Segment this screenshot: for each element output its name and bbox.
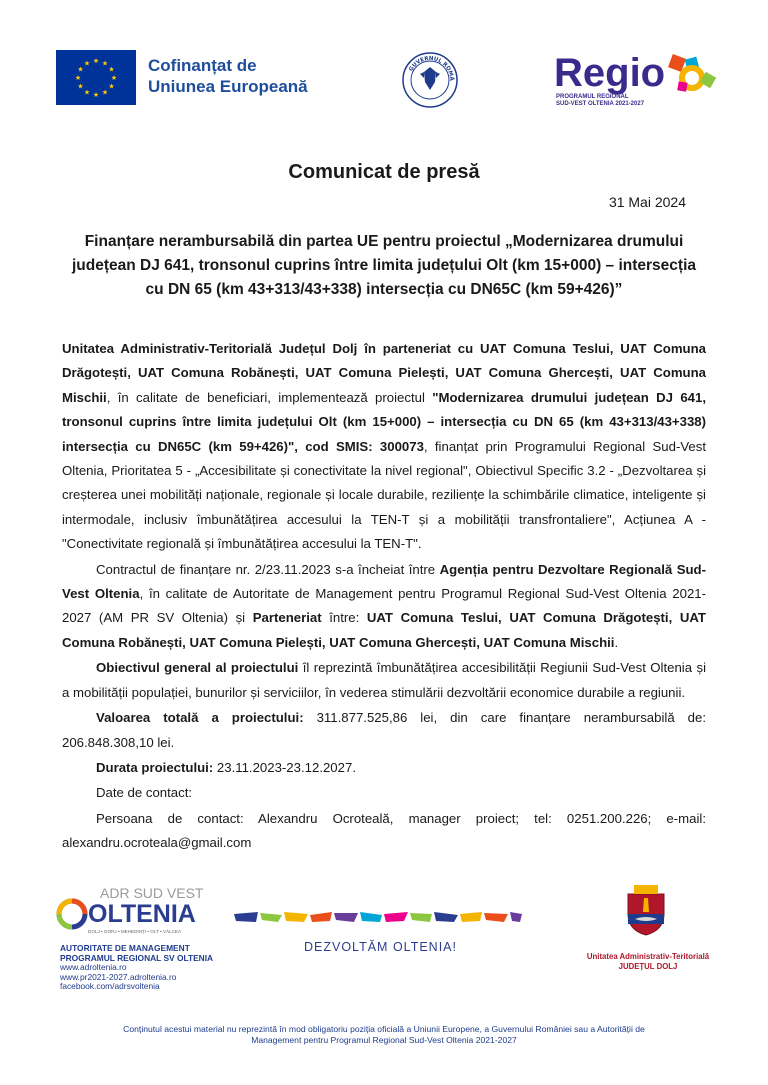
svg-text:★: ★ <box>83 59 91 68</box>
seal-text: GUVERNUL ROMÂ <box>408 55 455 81</box>
regio-sub-line-2: SUD-VEST OLTENIA 2021-2027 <box>556 101 645 107</box>
text-span: , în calitate de Autoritate de Management pentru Programul Regional Sud-Vest Oltenia 2021-2027 (AM PR SV Oltenia) și <box>62 586 707 626</box>
romanian-government-seal <box>402 52 458 108</box>
eu-line-1: Cofinanțat de <box>148 56 257 75</box>
dolj-county-crest <box>624 884 668 936</box>
adr-bold: Agenția pentru Dezvoltare Regională Sud-Vest Oltenia <box>62 561 706 602</box>
eu-line-2: Uniunea Europeană <box>148 77 308 96</box>
text-span: Contractul de finanțare nr. 2/23.11.2023 s-a încheiat între <box>96 561 440 577</box>
press-body <box>62 337 706 856</box>
svg-text:★: ★ <box>110 74 118 82</box>
paragraph-intro <box>62 337 706 557</box>
text-span: , finanțat prin Programului Regional Sud-Vest Oltenia, Prioritatea 5 - „Accesibilitate și conectivitate la nivel regional", Obiectivul Specific 3.2 - „Dezvoltarea și creșterea unei mobilități naționale, regionale și locale durabile, reziliențe la schimbările climatice, inteligente și intermodale, inclusiv îmbunătățirea accesului la TEN-T și a mobilității transfrontaliere", Acțiunea A - "Conectivitate regională și îmbunătățirea accesului la TEN-T". <box>62 438 706 552</box>
svg-text:★: ★ <box>108 65 115 74</box>
text-span: îl reprezintă îmbunătățirea accesibilității Regiunii Sud-Vest Oltenia și a mobilității populației, bunurilor și serviciilor, în vederea stimulării dezvoltării economice durabile a regiunii. <box>62 660 706 700</box>
web-link-3: facebook.com/adrsvoltenia <box>60 981 160 992</box>
eu-cofinance-text <box>148 55 368 97</box>
svg-text:★: ★ <box>92 91 100 99</box>
svg-text:★: ★ <box>101 59 109 68</box>
regio-title: Regio <box>554 51 666 95</box>
svg-text:★: ★ <box>77 82 84 91</box>
regio-sub-line-1: PROGRAMUL REGIONAL <box>556 94 629 100</box>
paragraph-value <box>62 706 706 755</box>
text-span: . <box>614 634 619 650</box>
managing-authority-block <box>60 944 213 992</box>
press-date: 31 Mai 2024 <box>608 194 686 210</box>
paragraph-duration <box>62 756 706 780</box>
page-title: Comunicat de presă <box>288 161 480 183</box>
svg-text:★: ★ <box>83 88 91 97</box>
dolj-authority-text <box>582 952 714 972</box>
project-title-bold: "Modernizarea drumului județean DJ 641, tronsonul cuprins între limita județului Olt (km 15+000) – intersecția cu DN 65 (km 43+313/43+338) intersecția cu DN65C (km 59+426)", cod SMIS: 300073 <box>62 389 707 454</box>
paragraph-contract <box>62 558 706 656</box>
text-span: 23.11.2023-23.12.2027. <box>213 759 356 775</box>
eu-flag-logo <box>56 50 136 105</box>
partners-bold: UAT Comuna Teslui, UAT Comuna Drăgotești, UAT Comuna Robănești, UAT Comuna Pielești, UAT Comuna Ghercești, UAT Comuna Mischii <box>62 610 706 650</box>
decorative-color-stripe <box>234 910 522 924</box>
objective-bold: Obiectivul general al proiectului <box>96 660 299 676</box>
slogan: DEZVOLTĂM OLTENIA! <box>304 940 457 954</box>
svg-text:★: ★ <box>74 74 82 82</box>
regio-subtitle <box>556 94 644 108</box>
disclaimer: Conținutul acestui material nu reprezintă în mod obligatoriu poziția oficială a Uniunii Europene, a Guvernului României sau a Autorității de Management pentru Programul Regional Sud-Vest Oltenia 2021-2027 <box>123 1024 645 1045</box>
adr-main-text: OLTENIA <box>88 900 196 928</box>
text-span: între: <box>321 610 367 626</box>
paragraph-objective <box>62 656 706 705</box>
text-span: 311.877.525,86 lei, din care finanțare nerambursabilă de: 206.848.308,10 lei. <box>62 710 706 750</box>
duration-bold: Durata proiectului: <box>96 759 214 775</box>
partnership-bold: Parteneriat <box>252 610 322 626</box>
dolj-line-1: Unitatea Administrativ-Teritorială <box>586 952 710 961</box>
svg-text:★: ★ <box>108 82 115 91</box>
beneficiaries-bold: Unitatea Administrativ-Teritorială Județul Dolj în parteneriat cu UAT Comuna Teslui, UAT Comuna Drăgotești, UAT Comuna Robănești, UAT Comuna Pielești, UAT Comuna Ghercești, UAT Comuna Mischii <box>62 341 706 405</box>
am-line-1: AUTORITATE DE MANAGEMENT <box>60 943 190 953</box>
value-bold: Valoarea totală a proiectului: <box>96 710 304 726</box>
adr-top-text: ADR SUD VEST <box>100 885 204 901</box>
svg-text:★: ★ <box>101 88 109 97</box>
adr-oltenia-logo <box>56 880 226 940</box>
headline: Finanțare nerambursabilă din partea UE pentru proiectul „Modernizarea drumului județean DJ 641, tronsonul cuprins între limita județului Olt (km 15+000) – intersecția cu DN 65 (km 43+313/43+338) intersecția cu DN65C (km 59+426)” <box>71 233 697 298</box>
paragraph-contact: Persoana de contact: Alexandru Ocroteală, manager proiect; tel: 0251.200.226; e-mail: alexandru.ocroteala@gmail.com <box>62 810 706 851</box>
am-line-2: PROGRAMUL REGIONAL SV OLTENIA <box>60 952 214 963</box>
paragraph-contact-heading: Date de contact: <box>96 785 193 801</box>
svg-text:★: ★ <box>77 65 84 74</box>
web-link-1: www.adroltenia.ro <box>60 962 127 973</box>
text-span: , în calitate de beneficiari, implementează proiectul <box>106 389 433 405</box>
svg-text:★: ★ <box>92 57 100 65</box>
web-link-2: www.pr2021-2027.adroltenia.ro <box>60 971 177 982</box>
dolj-line-2: JUDEȚUL DOLJ <box>618 962 678 971</box>
adr-counties: DOLJ • GORJ • MEHEDINȚI • OLT • VÂLCEA <box>88 929 182 934</box>
